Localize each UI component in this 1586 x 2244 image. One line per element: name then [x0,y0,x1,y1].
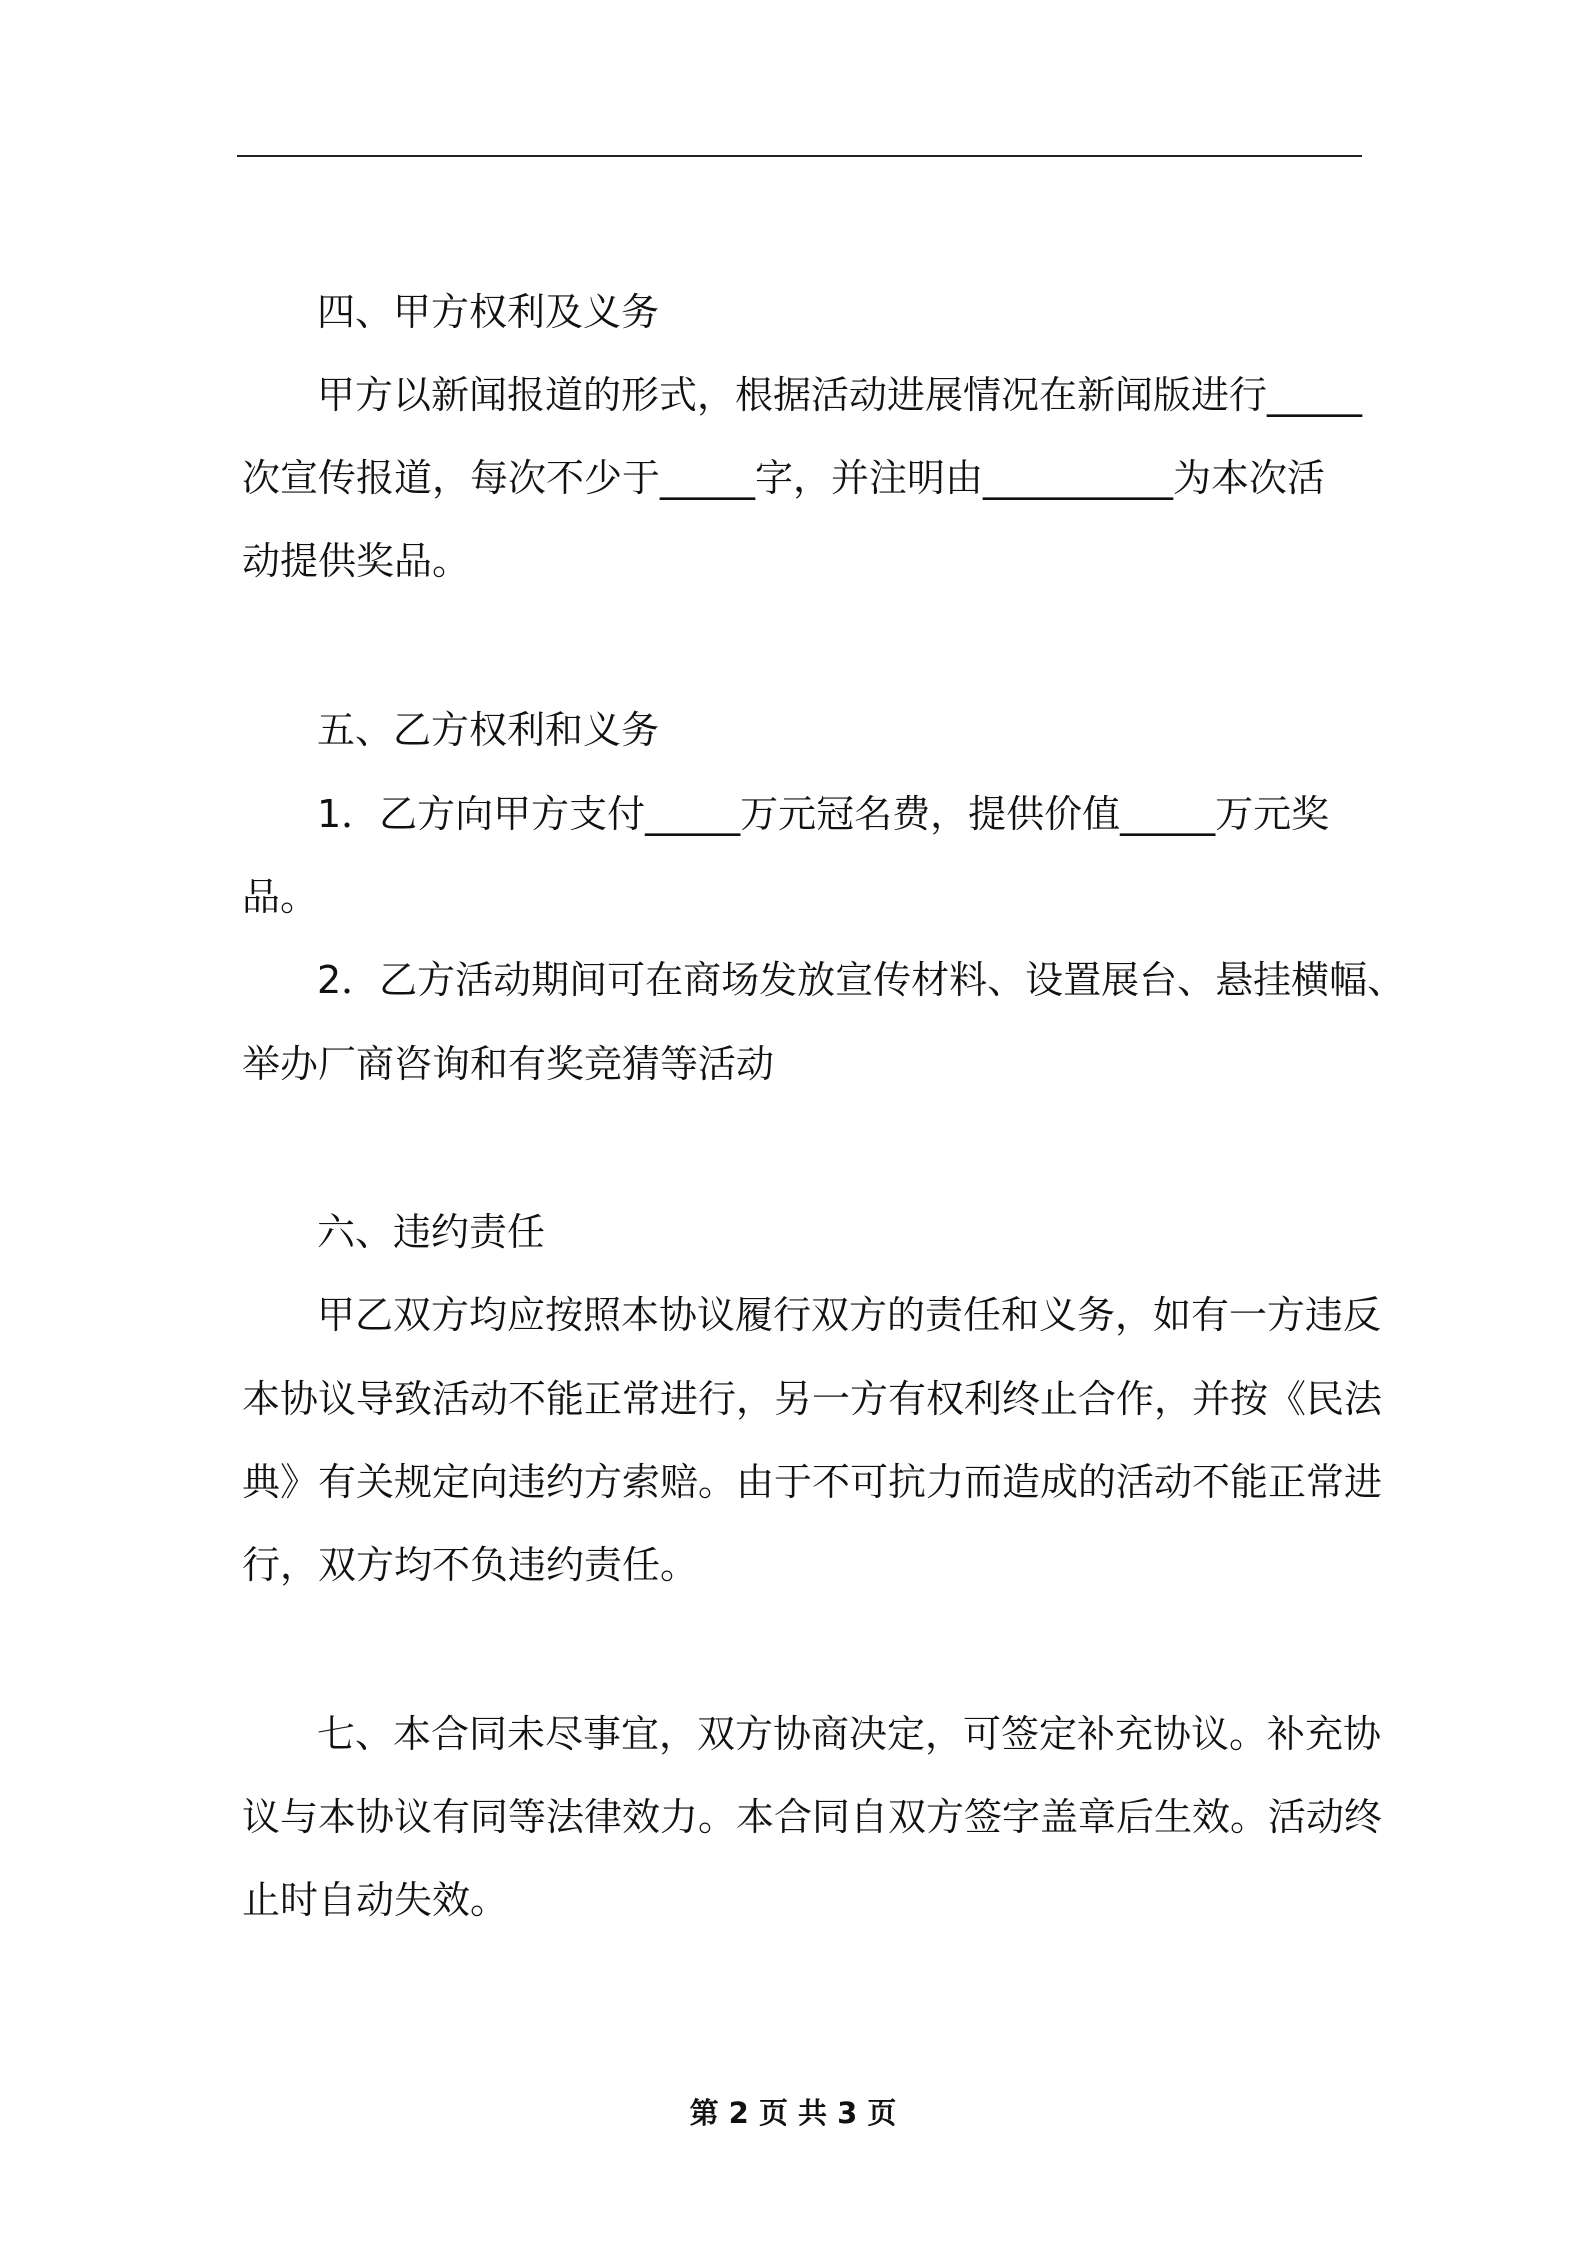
section-6-heading: 六、违约责任 [317,1210,546,1254]
section-5-heading: 五、乙方权利和义务 [317,708,660,752]
section-5-line-2: 品。 [242,875,319,919]
section-5-line-4: 举办厂商咨询和有奖竞猜等活动 [242,1042,775,1086]
header-rule [237,155,1362,157]
section-7-line-2: 议与本协议有同等法律效力。本合同自双方签字盖章后生效。活动终 [242,1795,1383,1839]
section-7-line-1: 七、本合同未尽事宜，双方协商决定，可签定补充协议。补充协 [317,1712,1382,1756]
section-4-line-2: 次宣传报道，每次不少于_____字，并注明由__________为本次活 [242,456,1326,500]
section-7-line-3: 止时自动失效。 [242,1878,509,1922]
section-5-line-1: 1．乙方向甲方支付_____万元冠名费，提供价值_____万元奖 [317,792,1330,836]
section-5-line-3: 2．乙方活动期间可在商场发放宣传材料、设置展台、悬挂横幅、 [317,958,1406,1002]
section-6-line-4: 行，双方均不负违约责任。 [242,1543,699,1587]
section-4-line-3: 动提供奖品。 [242,539,471,583]
section-6-line-3: 典》有关规定向违约方索赔。由于不可抗力而造成的活动不能正常进 [242,1460,1383,1504]
section-4-heading: 四、甲方权利及义务 [317,290,660,334]
section-4-line-1: 甲方以新闻报道的形式，根据活动进展情况在新闻版进行_____ [317,373,1363,417]
section-6-line-2: 本协议导致活动不能正常进行，另一方有权利终止合作，并按《民法 [242,1377,1383,1421]
page-number-footer: 第 2 页 共 3 页 [689,2096,897,2130]
section-6-line-1: 甲乙双方均应按照本协议履行双方的责任和义务，如有一方违反 [317,1293,1382,1337]
